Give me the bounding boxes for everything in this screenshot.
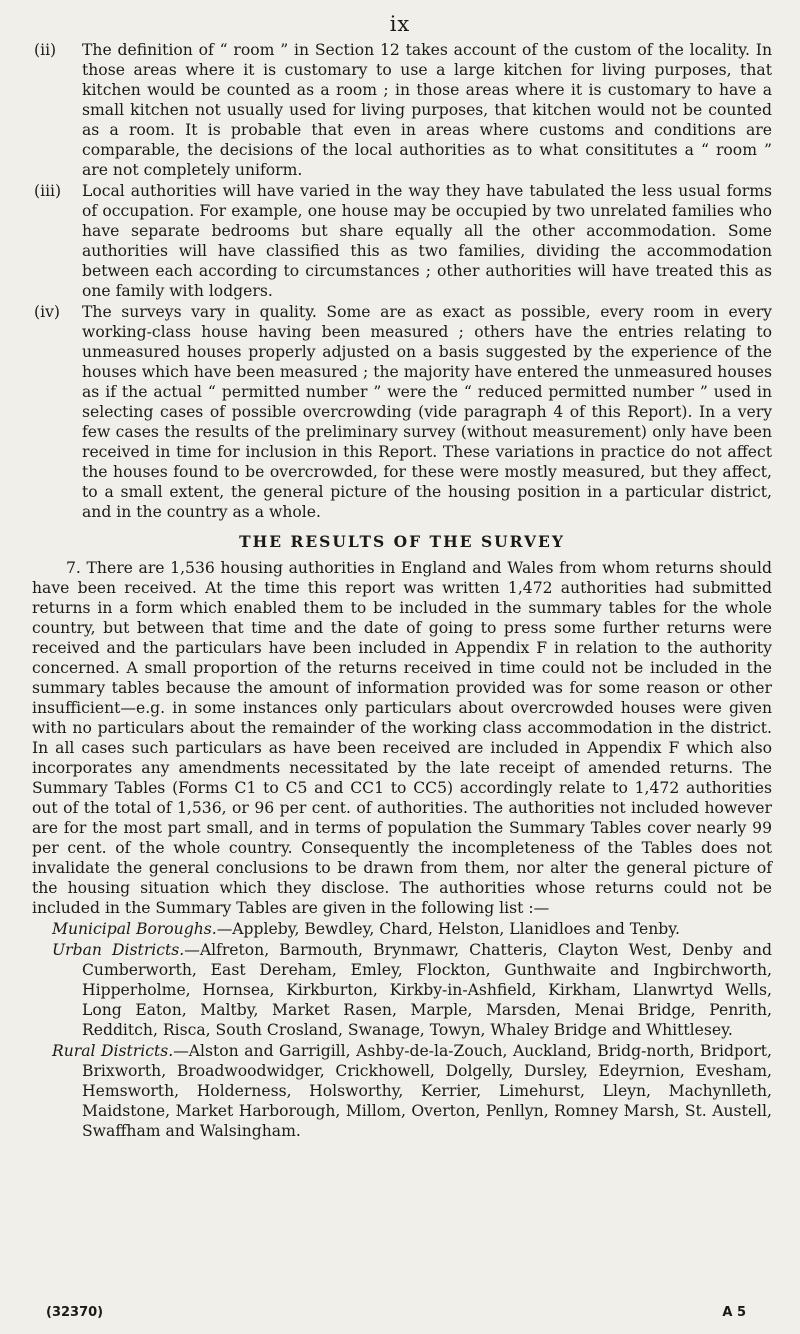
- list-names: —Alfreton, Barmouth, Brynmawr, Chatteris, Clayton West, Denby and Cumberworth, East Dereham, Emley, Flockton, Gunthwaite and Ingbirchworth, Hipperholme, Hornsea, Kirkburton, Kirkby-in-Ashfield, Kirkham, Llanwrtyd Wells, Long Eaton, Maltby, Market Rasen, Marple, Marsden, Menai Bridge, Penrith, Redditch, Risca, South Crosland, Swanage, Towyn, Whaley Bridge and Whittlesey.: [82, 941, 772, 1039]
- list-item-iv: [32, 302, 772, 522]
- item-text: The definition of “ room ” in Section 12 takes account of the custom of the locality. In those areas where it is customary to use a large kitchen for living purposes, that kitchen would be counted as a room ; in those areas where it is customary to have a small kitchen not usually used for living purposes, that kitchen would not be counted as a room. It is probable that even in areas where customs and conditions are comparable, the decisions of the local authorities as to what consititutes a “ room ” are not completely uniform.: [82, 41, 772, 179]
- print-code: (32370): [46, 1305, 104, 1320]
- list-item-ii: [32, 40, 772, 180]
- urban-districts-list: [32, 940, 772, 1040]
- signature-mark: A 5: [722, 1305, 746, 1320]
- item-number: (iii): [34, 182, 62, 200]
- list-names: —Alston and Garrigill, Ashby-de-la-Zouch, Auckland, Bridg-north, Bridport, Brixworth, Broadwoodwidger, Crickhowell, Dolgelly, Dursley, Edeyrnion, Evesham, Hemsworth, Holderness, Holsworthy, Kerrier, Limehurst, Lleyn, Machynlleth, Maidstone, Market Harborough, Millom, Overton, Penllyn, Romney Marsh, St. Austell, Swaffham and Walsingham.: [82, 1042, 772, 1140]
- list-category: Municipal Boroughs.: [52, 920, 217, 938]
- item-number: (ii): [34, 41, 57, 59]
- rural-districts-list: [32, 1041, 772, 1141]
- section-heading: THE RESULTS OF THE SURVEY: [239, 532, 565, 551]
- item-text: Local authorities will have varied in the way they have tabulated the less usual forms of occupation. For example, one house may be occupied by two unrelated families who have separate bedrooms but share equally all the other accommodation. Some authorities will have classified this as two families, dividing the accommodation between each according to circumstances ; other authorities will have treated this as one family with lodgers.: [82, 182, 772, 300]
- municipal-boroughs-list: [32, 919, 772, 939]
- item-text: The surveys vary in quality. Some are as exact as possible, every room in every working-class house having been measured ; others have the entries relating to unmeasured houses properly adjusted on a basis suggested by the experience of the houses which have been measured ; the majority have entered the unmeasured houses as if the actual “ permitted number ” were the “ reduced permitted number ” used in selecting cases of possible overcrowding (vide paragraph 4 of this Report). In a very few cases the results of the preliminary survey (without measurement) only have been received in time for inclusion in this Report. These variations in practice do not affect the houses found to be overcrowded, for these were mostly measured, but they affect, to a small extent, the general picture of the housing position in a particular district, and in the country as a whole.: [82, 303, 772, 521]
- page-body: [32, 40, 772, 1142]
- list-item-iii: [32, 181, 772, 301]
- item-number: (iv): [34, 303, 60, 321]
- list-names: —Appleby, Bewdley, Chard, Helston, Llanidloes and Tenby.: [216, 920, 680, 938]
- paragraph-7: 7. There are 1,536 housing authorities in England and Wales from whom returns should have been received. At the time this report was written 1,472 authorities had submitted returns in a form which enabled them to be included in the summary tables for the whole country, but between that time and the date of going to press some further returns were received and the particulars have been included in Appendix F in relation to the authority concerned. A small proportion of the returns received in time could not be included in the summary tables because the amount of information provided was for some reason or other insufficient—e.g. in some instances only particulars about overcrowded houses were given with no particulars about the remainder of the working class accommodation in the district. In all cases such particulars as have been received are included in Appendix F which also incorporates any amendments necessitated by the late receipt of amended returns. The Summary Tables (Forms C1 to C5 and CC1 to CC5) accordingly relate to 1,472 authorities out of the total of 1,536, or 96 per cent. of authorities. The authorities not included however are for the most part small, and in terms of population the Summary Tables cover nearly 99 per cent. of the whole country. Consequently the incompleteness of the Tables does not invalidate the general conclusions to be drawn from them, nor alter the general picture of the housing situation which they disclose. The authorities whose returns could not be included in the Summary Tables are given in the following list :—: [32, 559, 772, 917]
- page-number: ix: [389, 12, 411, 36]
- list-category: Urban Districts.: [52, 941, 185, 959]
- list-category: Rural Districts.: [52, 1042, 174, 1060]
